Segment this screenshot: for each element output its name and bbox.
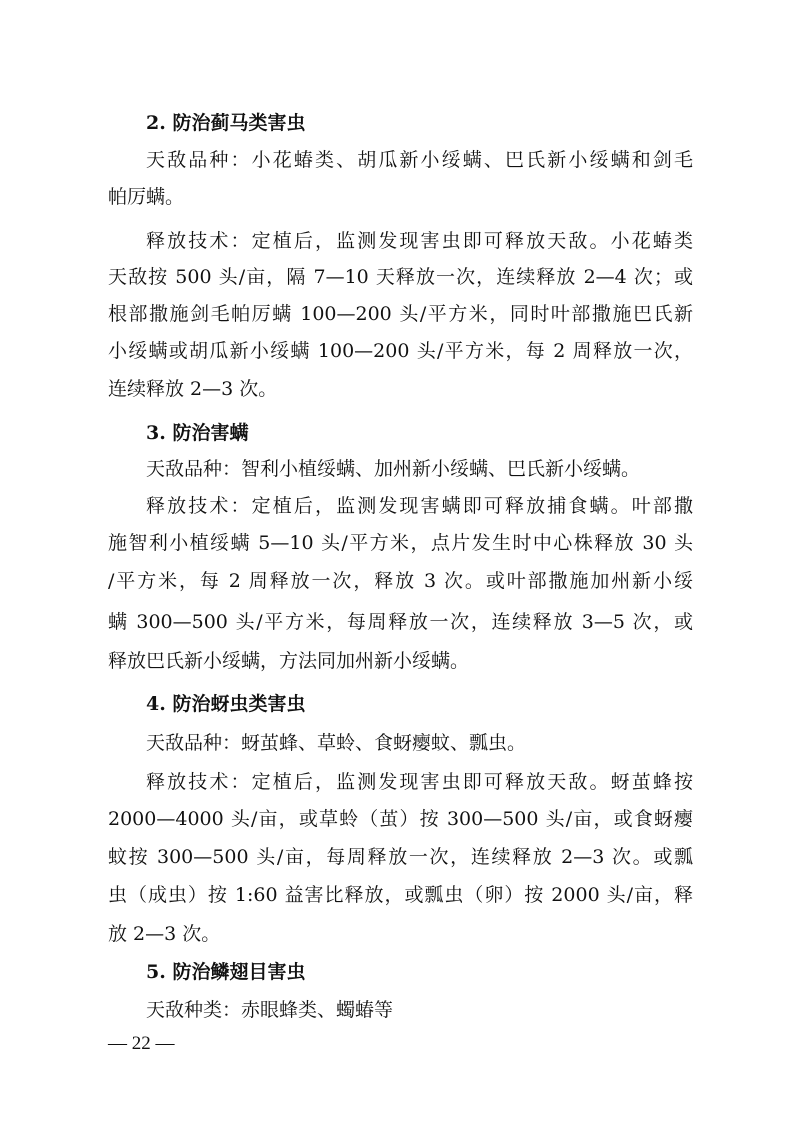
enemy-species-line: 帕厉螨。 [108,186,185,208]
section-heading: 3. 防治害螨 [146,422,249,444]
technique-line: 连续释放 2—3 次。 [108,378,278,400]
enemy-species-line: 天敌品种：蚜茧蜂、草蛉、食蚜瘿蚊、瓢虫。 [146,732,527,754]
technique-line: 螨 300—500 头/平方米，每周释放一次，连续释放 3—5 次，或 [108,611,693,633]
section-heading: 4. 防治蚜虫类害虫 [146,693,306,715]
section-heading: 2. 防治蓟马类害虫 [146,112,306,134]
technique-line: 蚊按 300—500 头/亩，每周释放一次，连续释放 2—3 次。或瓢 [108,846,693,868]
technique-line: 根部撒施剑毛帕厉螨 100—200 头/平方米，同时叶部撒施巴氏新 [108,303,693,325]
technique-line: 2000—4000 头/亩，或草蛉（茧）按 300—500 头/亩，或食蚜瘿 [108,808,693,830]
section-heading: 5. 防治鳞翅目害虫 [146,961,306,983]
technique-line: 小绥螨或胡瓜新小绥螨 100—200 头/平方米，每 2 周释放一次， [108,340,693,362]
technique-line: 释放技术：定植后，监测发现害虫即可释放天敌。小花蝽类 [146,230,693,252]
technique-line: 释放技术：定植后，监测发现害螨即可释放捕食螨。叶部撒 [146,495,693,517]
technique-line: 释放技术：定植后，监测发现害虫即可释放天敌。蚜茧蜂按 [146,771,693,793]
technique-line: 释放巴氏新小绥螨，方法同加州新小绥螨。 [108,650,470,672]
technique-line: 天敌按 500 头/亩，隔 7—10 天释放一次，连续释放 2—4 次；或 [108,266,693,288]
technique-line: 虫（成虫）按 1:60 益害比释放，或瓢虫（卵）按 2000 头/亩，释 [108,884,693,906]
technique-line: 施智利小植绥螨 5—10 头/平方米，点片发生时中心株释放 30 头 [108,532,693,554]
page-number: — 22 — [108,1033,175,1054]
enemy-species-line: 天敌种类：赤眼蜂类、蠋蝽等 [146,999,394,1021]
technique-line: 放 2—3 次。 [108,923,221,945]
technique-line: /平方米，每 2 周释放一次，释放 3 次。或叶部撒施加州新小绥 [108,570,693,592]
enemy-species-line: 天敌品种：智利小植绥螨、加州新小绥螨、巴氏新小绥螨。 [146,458,641,480]
enemy-species-line: 天敌品种：小花蝽类、胡瓜新小绥螨、巴氏新小绥螨和剑毛 [146,149,693,171]
